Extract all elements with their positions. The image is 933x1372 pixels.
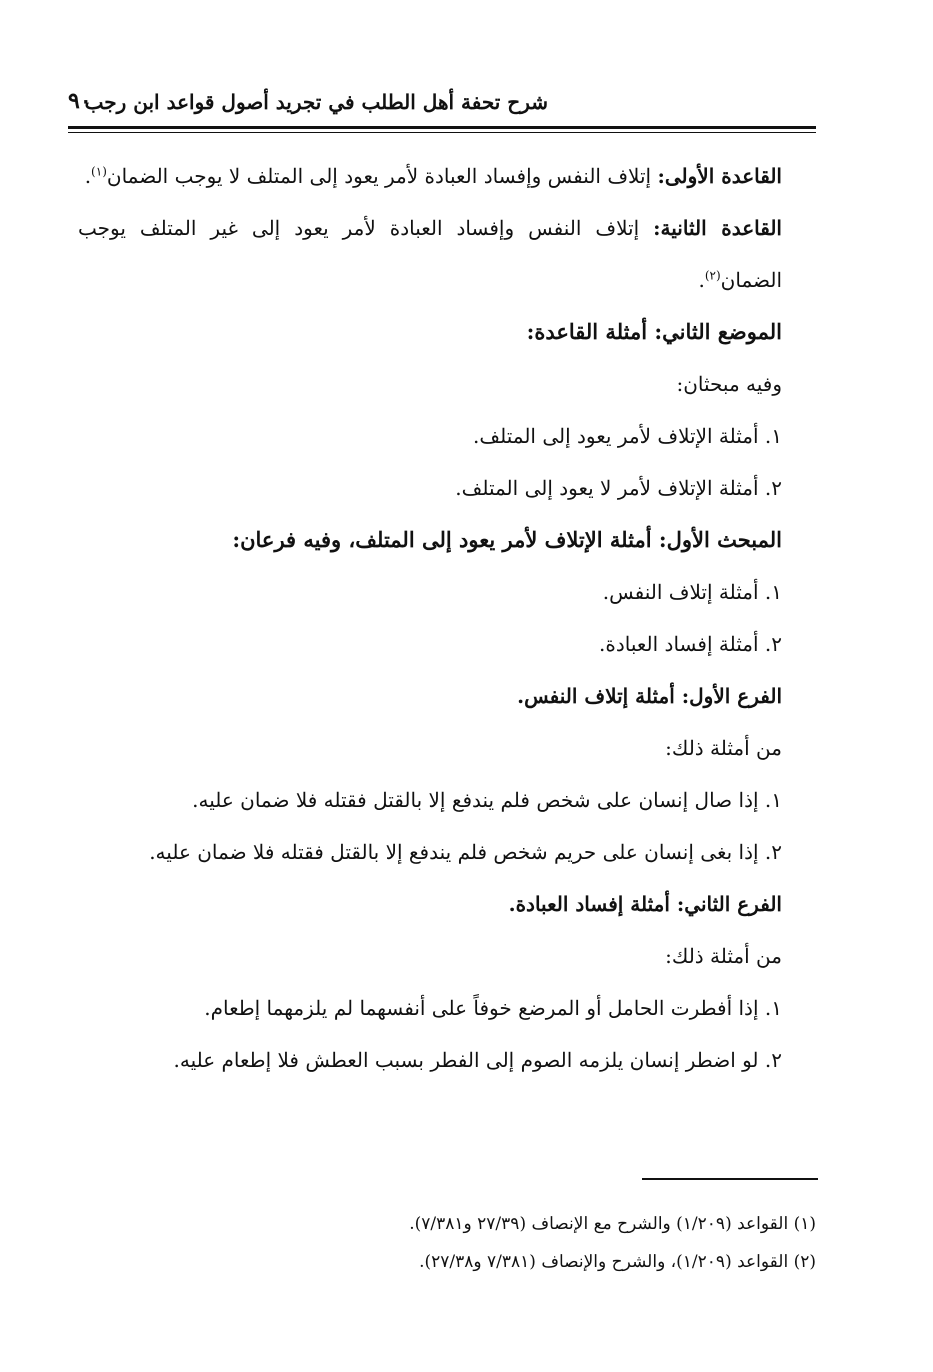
list-item: ٢. أمثلة الإتلاف لأمر لا يعود إلى المتلف.: [455, 476, 782, 500]
rule-1-paragraph: [78, 150, 782, 202]
branch-2-heading: [78, 878, 782, 930]
branch-1-label: الفرع الأول:: [681, 684, 782, 708]
rule-2-end: .: [698, 268, 705, 292]
page-number: ٩٠: [68, 88, 92, 114]
footnote-2: (٢) القواعد (١/٢٠٩)، والشرح والإنصاف (٧/٣٨١ و٢٧/٣٨).: [419, 1252, 816, 1272]
list-item: ١. إذا أفطرت الحامل أو المرضع خوفاً على أنفسهما لم يلزمهما إطعام.: [204, 996, 782, 1020]
rule-2-text: إتلاف النفس وإفساد العبادة لأمر يعود إلى غير المتلف يوجب الضمان: [78, 216, 782, 292]
list-item: ١. أمثلة الإتلاف لأمر يعود إلى المتلف.: [473, 424, 782, 448]
footnote-ref-1: (١): [91, 164, 107, 179]
header-rule-thick: [68, 126, 816, 129]
branch-2-intro: من أمثلة ذلك:: [665, 944, 782, 968]
rule-2-label: القاعدة الثانية:: [653, 216, 782, 240]
footnotes: [78, 1205, 816, 1281]
rule-1-end: .: [84, 164, 92, 188]
branch-1-heading: [78, 670, 782, 722]
rule-1-text: إتلاف النفس وإفساد العبادة لأمر يعود إلى المتلف لا يوجب الضمان: [106, 164, 658, 188]
footnote-1: (١) القواعد (١/٢٠٩) والشرح مع الإنصاف (٢٧/٣٩ و٧/٣٨١).: [409, 1214, 816, 1234]
branch-1-intro: من أمثلة ذلك:: [665, 736, 782, 760]
branch-1-title: أمثلة إتلاف النفس.: [517, 684, 682, 708]
branch-2-label: الفرع الثاني:: [676, 892, 782, 916]
branch-2-title: أمثلة إفساد العبادة.: [508, 892, 677, 916]
footnote-ref-2: (٢): [704, 268, 721, 283]
section-2-intro: وفيه مبحثان:: [676, 372, 782, 396]
section-2-heading: الموضع الثاني: أمثلة القاعدة:: [526, 319, 782, 344]
header-rule-thin: [68, 132, 816, 133]
running-header: [68, 88, 816, 128]
footnote-separator: [642, 1178, 818, 1180]
list-item: ٢. لو اضطر إنسان يلزمه الصوم إلى الفطر بسبب العطش فلا إطعام عليه.: [173, 1048, 782, 1072]
header-title: شرح تحفة أهل الطلب في تجريد أصول قواعد ابن رجب: [84, 90, 548, 114]
list-item: ١. أمثلة إتلاف النفس.: [602, 580, 782, 604]
list-item: ١. إذا صال إنسان على شخص فلم يندفع إلا بالقتل فقتله فلا ضمان عليه.: [192, 788, 782, 812]
main-text: [78, 150, 782, 1086]
topic-1-heading: المبحث الأول: أمثلة الإتلاف لأمر يعود إلى المتلف، وفيه فرعان:: [232, 527, 782, 552]
list-item: ٢. إذا بغى إنسان على حريم شخص فلم يندفع إلا بالقتل فقتله فلا ضمان عليه.: [149, 840, 782, 864]
list-item: ٢. أمثلة إفساد العبادة.: [599, 632, 782, 656]
rule-1-label: القاعدة الأولى:: [657, 164, 782, 188]
rule-2-paragraph: [78, 202, 782, 306]
